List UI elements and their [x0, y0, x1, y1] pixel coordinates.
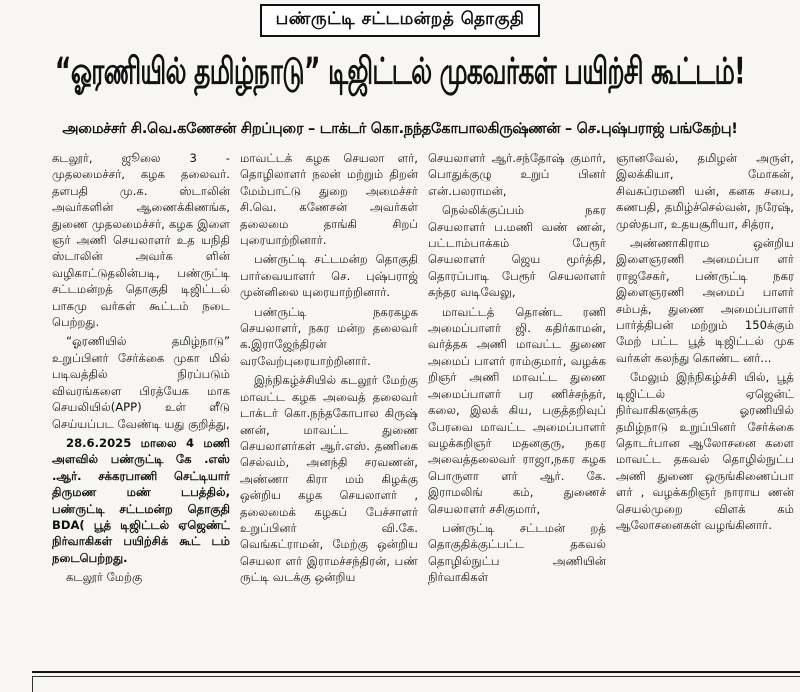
paragraph: நெல்லிக்குப்பம் நகர செயலாளர் ப.மணி வண் ணன், பட்டாம்பாக்கம் பேரூர் செயலாளர் ஜெய மூர்த்தி, தொரப்பாடி பேரூர் செயலாளர் சுந்தர வடிவேலு, — [428, 203, 606, 300]
subheadline: அமைச்சர் சி.வெ.கணேசன் சிறப்புரை – டாக்டர் கொ.நந்தகோபாலகிருஷ்ணன் – செ.புஷ்பராஜ் பங்கேற்பு! — [62, 121, 738, 137]
column-2 — [240, 150, 418, 662]
paragraph: 28.6.2025 மாலை 4 மணி அளவில் பண்ருட்டி கே .எஸ் .ஆர். சக்கரபாணி செட்டியார் திருமண மண் டபத்தில், பண்ருட்டி சட்டமன்ற தொகுதி BDA( பூத் டிஜிட்டல் ஏஜெண்ட் நிர்வாகிகள் பயிற்சிக் கூட் டம் நடைபெற்றது. — [52, 435, 230, 565]
article-columns — [52, 150, 794, 662]
paragraph: கடலூர், ஜூலை 3 - முதலமைச்சர், கழக தலைவர். தளபதி மு.க. ஸ்டாலின் அவர்களின் ஆணைக்கிணங்க, துணை முதலமைச்சர், கழக இளை ஞர் அணி செயலாளர் உத யநிதி ஸ்டாலின் அவர்க ளின் வழிகாட்டுதலின்படி, பண்ருட்டி சட்டமன்றத் தொகுதி டிஜிட்டல் பாகமு வர்கள் கூட்டம் நடை பெற்றது. — [52, 151, 230, 330]
column-3 — [428, 150, 606, 662]
paragraph: கடலூர் மேற்கு — [66, 570, 143, 585]
bottom-rule — [32, 671, 800, 673]
paragraph: இந்நிகழ்ச்சியில் கடலூர் மேற்கு மாவட்ட கழக அவைத் தலைவர் டாக்டர் கொ.நந்தகோபால கிருஷ் ணன், மாவட்ட துணை செயலாளர்கள் ஆர்.எஸ். தணிகை செல்வம், அனந்தி சரவணன், அண்ணா கிரா மம் கிழக்கு ஒன்றிய கழக செயலாளர் , தலைமைக் கழகப் பேச்சாளர் உறுப்பினர் வி.கே. வெங்கட்ராமன், மேற்கு ஒன்றிய செயலா ளர் இராமச்சந்திரன், பண் ருட்டி வடக்கு ஒன்றிய — [240, 373, 418, 585]
paragraph: பண்ருட்டி சட்டமன்ற தொகுதி பார்வையாளர் செ. புஷ்பராஜ் முன்னிலை யுரையாற்றினார். — [240, 252, 418, 300]
paragraph: மாவட்டக் கழக செயலா ளர், தொழிலாளர் நலன் மற்றும் திறன் மேம்பாட்டு துறை அமைச்சர் சி.வெ. கணேசன் அவர்கள் தலைமை தாங்கி சிறப் புரையாற்றினார். — [240, 151, 418, 248]
paragraph: “ஓரணியில் தமிழ்நாடு” உறுப்பினர் சேர்க்கை முகா மில் படிவத்தில் நிரப்படும் விவரங்களை பிரத்யேக மாக செயலியில்(APP) உள் ளீடு செய்யப்பட வேண்டி யது குறித்து, — [52, 334, 230, 431]
paragraph: மேலும் இந்நிகழ்ச்சி யில், பூத் டிஜிட்டல் ஏஜென்ட் நிர்வாகிகளுக்கு ஓரணியில் தமிழ்நாடு உறுப்பினர் சேர்க்கை தொடர்பான ஆலோசனை களை மாவட்ட தகவல் தொழில்நுட்ப அணி துணை ஒருங்கிணைப்பா ளர் , வழக்கறிஞர் நாராய ணன் செயல்முறை விளக் கம் ஆலோசனைகள் வழங்கினார். — [616, 370, 794, 532]
next-article-box — [32, 676, 800, 692]
paragraph: மாவட்டத் தொண்ட ரணி அமைப்பாளர் ஜி. கதிர்காமன், வர்த்தக அணி மாவட்ட துணை அமைப் பாளர் ராம்குமார், வழக்க றிஞர் அணி மாவட்ட துணை அமைப்பாளர் பர ணிச்சந்தர், கலை, இலக் கிய, பகுத்தறிவுப் பேரவை மாவட்ட அமைப்பாளர் வழக்கறிஞர் மதனகுரு, நகர அவைத்தலைவர் ராஜா,நகர கழக பொருளா ளர் ஆர். கே. இராமலிங் கம், துணைச் செயலாளர் சசிகுமார், — [428, 304, 606, 516]
headline: “ஓரணியில் தமிழ்நாடு” டிஜிட்டல் முகவர்கள் பயிற்சி கூட்டம்! — [54, 50, 746, 93]
column-1 — [52, 150, 230, 662]
kicker-wrap — [0, 4, 800, 37]
column-4 — [616, 150, 794, 662]
paragraph: ஞானவேல், தமிழன் அருள், இலக்கியா, மோகன், சிவசுப்ரமணி யன், கனக சபை, கணபதி, தமிழ்ச்செல்வன், நரேஷ், முஸ்தபா, உதயசூரியா, சித்ரா, — [616, 151, 794, 231]
paragraph: அண்ணாகிராம ஒன்றிய இளைஞரணி அமைப்பா ளர் ராஜசேகர், பண்ருட்டி நகர இளைஞரணி அமைப் பாளர் சம்பத், துணை அமைப்பாளர் பார்த்திபன் மற்றும் 150க்கும் மேற் பட்ட பூத் டிஜிட்டல் முக வர்கள் கலந்து கொண்ட னர்... — [616, 236, 794, 365]
paragraph: பண்ருட்டி நகரகழக செயலாளர், நகர மன்ற தலைவர் க.இராஜேந்திரன் வரவேற்புரையாற்றினார். — [240, 304, 418, 368]
kicker-label: பண்ருட்டி சட்டமன்றத் தொகுதி — [260, 4, 541, 37]
paragraph: செயலாளர் ஆர்.சந்தோஷ் குமார், பொதுக்குழு உறுப் பினர் என்.பலராமன், — [428, 151, 606, 198]
paragraph: பண்ருட்டி சட்டமன் றத் தொகுதிக்குட்பட்ட தகவல் தொழில்நுட்ப அணியின் நிர்வாகிகள் — [428, 520, 606, 585]
